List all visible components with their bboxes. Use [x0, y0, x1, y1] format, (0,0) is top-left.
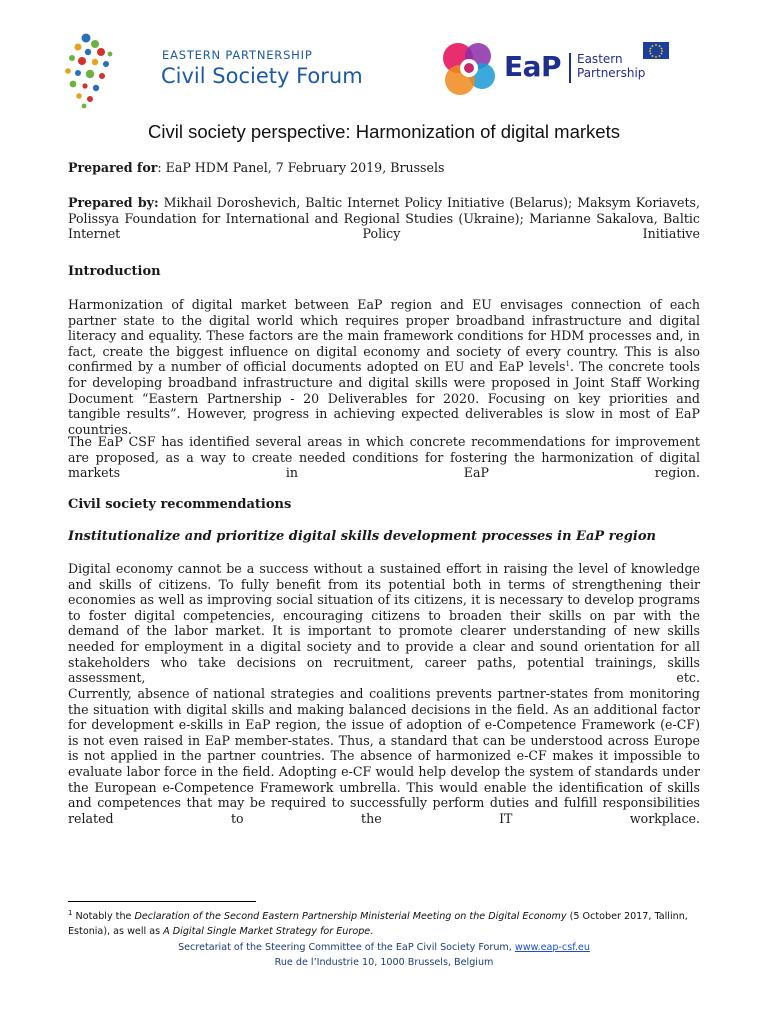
eap-logo-word: EaP	[504, 50, 562, 83]
footnote-pre: Notably the	[72, 911, 135, 922]
recommendations-paragraph-2: Currently, absence of national strategies and coalitions prevents partner-states from monitoring the situation with digital skills and making balanced decisions in the field. As an additional factor for development e-skills in EaP region, the issue of adoption of e-Competence Framework (e-CF) is not even raised in EaP member-states. Thus, a standard that can be understood across Europe is not applied in the partner countries. The absence of harmonized e-CF makes it impossible to evaluate labor force in the field. Adopting e-CF would help develop the system of standards under the European e-Competence Framework umbrella. This would enable the identification of skills and competences that may be required to successfully perform duties and fulfill responsibilities related to the IT workplace.	[68, 686, 700, 826]
footnote-italic-1: Declaration of the Second Eastern Partnership Ministerial Meeting on the Digital Economy	[134, 911, 567, 922]
prepared-by-text: Mikhail Doroshevich, Baltic Internet Policy Initiative (Belarus); Maksym Koriavets, Polissya Foundation for International and Regional Studies (Ukraine); Marianne Sakalova, Baltic Internet Policy Initiative	[68, 195, 701, 242]
prepared-for-text: : EaP HDM Panel, 7 February 2019, Brussels	[157, 160, 445, 175]
prepared-by	[68, 195, 700, 257]
introduction-paragraph-1-part-b: . The concrete tools for developing broadband infrastructure and digital skills were proposed in Joint Staff Working Document “Eastern Partnership - 20 Deliverables for 2020. Focusing on key priorities and tangible results”. However, progress in achieving expected deliverables is slow in most of EaP countries.	[68, 359, 700, 437]
footer-line-1: Secretariat of the Steering Committee of the EaP Civil Society Forum,	[178, 942, 515, 953]
footer-website-link[interactable]: www.eap-csf.eu	[514, 942, 590, 953]
introduction-paragraph-1-part-a: Harmonization of digital market between EaP region and EU envisages connection of each partner state to the digital world which requires proper broadband infrastructure and digital literacy and equality. These factors are the main framework conditions for HDM processes and, in fact, create the biggest influence on digital economy and society of every country. This is also confirmed by a number of official documents adopted on EU and EaP levels	[68, 297, 700, 375]
recommendations-heading: Civil society recommendations	[68, 497, 292, 512]
eap-logo	[438, 38, 678, 100]
eap-logo-subtitle-line1: Eastern	[577, 52, 623, 66]
csf-logo-tagline: EASTERN PARTNERSHIP	[162, 48, 313, 62]
csf-logo-name: Civil Society Forum	[161, 64, 363, 88]
eu-flag-icon	[643, 42, 669, 59]
footnote-reference: 1	[565, 360, 570, 369]
page-footer	[0, 940, 768, 970]
footnote-number: 1	[68, 908, 73, 917]
footer-line-2: Rue de l’Industrie 10, 1000 Brussels, Belgium	[274, 957, 494, 968]
introduction-paragraph-1	[68, 297, 700, 453]
page-title: Civil society perspective: Harmonization of digital markets	[148, 121, 620, 142]
footnote-italic-2: A Digital Single Market Strategy for Europe	[163, 926, 371, 937]
prepared-by-label: Prepared by:	[68, 195, 159, 210]
footnote-post: .	[370, 926, 374, 937]
prepared-for-label: Prepared for	[68, 160, 158, 175]
eap-logo-divider	[569, 53, 571, 83]
eap-emblem-icon	[438, 38, 500, 100]
eap-logo-subtitle-line2: Partnership	[577, 66, 646, 80]
introduction-heading: Introduction	[68, 264, 161, 279]
csf-logo	[64, 30, 394, 110]
prepared-for	[68, 160, 700, 176]
footnote-divider	[68, 901, 256, 902]
recommendations-subheading: Institutionalize and prioritize digital skills development processes in EaP region	[68, 529, 656, 544]
footnote	[68, 909, 700, 939]
csf-dots-icon	[64, 30, 160, 110]
footnote-mid: (5 October 2017, Tallinn, Estonia), as well as	[68, 911, 688, 937]
recommendations-paragraph-1: Digital economy cannot be a success without a sustained effort in raising the level of knowledge and skills of citizens. To fully benefit from its potential both in terms of strengthening their economies as well as improving social situation of its citizens, it is necessary to develop programs to foster digital competencies, encouraging citizens to broaden their skills on par with the demand of the labor market. It is important to promote clearer understanding of new skills needed for employment in a digital society and to provide a clear and sound orientation for all stakeholders who take decisions on recruitment, career paths, potential trainings, skills assessment, etc.	[68, 561, 700, 686]
introduction-paragraph-2: The EaP CSF has identified several areas in which concrete recommendations for improvement are proposed, as a way to create needed conditions for fostering the harmonization of digital markets in EaP region.	[68, 434, 700, 481]
